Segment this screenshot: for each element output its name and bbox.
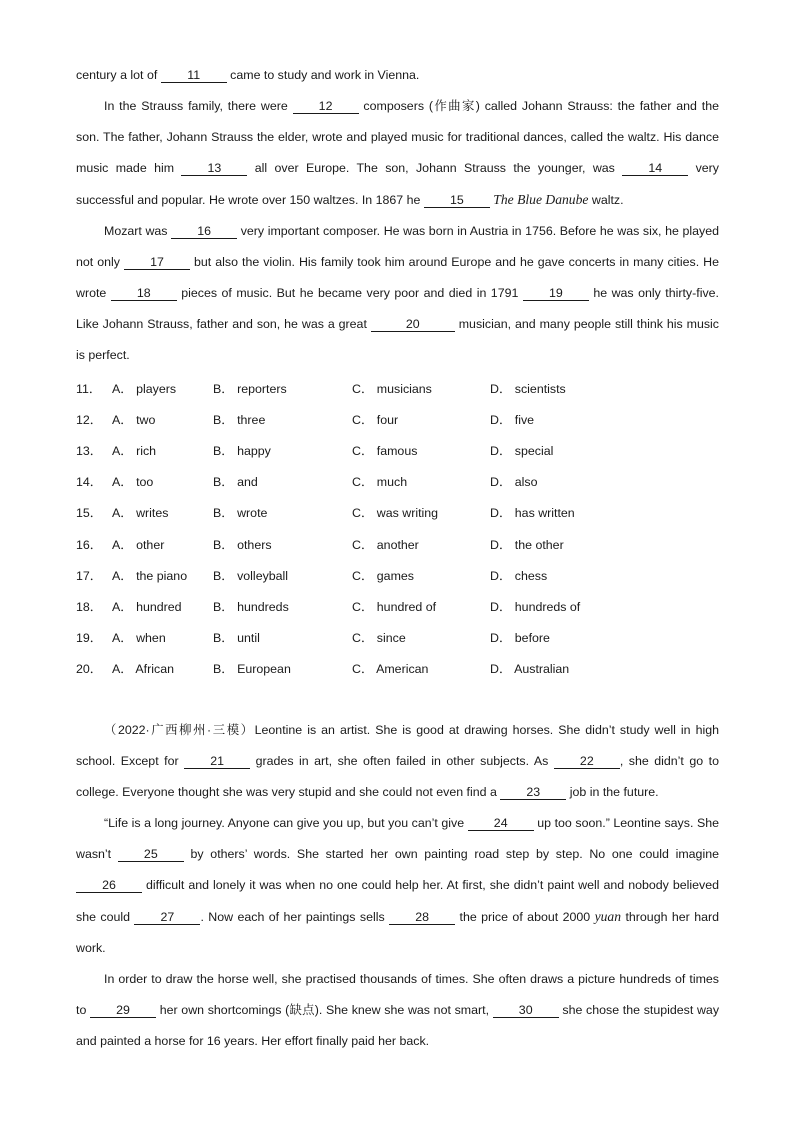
blank-19: 19: [523, 286, 589, 301]
song-title: The Blue Danube: [493, 192, 589, 207]
option-c: C． since: [352, 631, 406, 645]
passage1-paragraph-0: [76, 60, 719, 91]
option-d: D． hundreds of: [490, 600, 581, 614]
text: he was only thirty-five. Like Johann Strauss, father and son, he was a great: [76, 286, 719, 331]
text: （2022·广西柳州·三模）Leontine is an artist. She is good at drawing horses. She didn’t study well in high school. Except for: [76, 723, 719, 768]
text: In order to draw the horse well, she practised thousands of times. She often draws a picture hundreds of times to: [76, 972, 719, 1017]
option-b: B． reporters: [213, 382, 287, 396]
option-a: A． two: [112, 413, 156, 427]
option-b: B． and: [213, 475, 258, 489]
option-c: C． famous: [352, 444, 418, 458]
option-a: A． rich: [112, 444, 157, 458]
blank-29: 29: [90, 1003, 156, 1018]
text: very successful and popular. He wrote over 150 waltzes. In 1867 he: [76, 161, 719, 207]
option-b: B． wrote: [213, 506, 268, 520]
option-b: B． others: [213, 538, 272, 552]
text: “Life is a long journey. Anyone can give you up, but you can’t give: [104, 816, 468, 830]
blank-30: 30: [493, 1003, 559, 1018]
blank-18: 18: [111, 286, 177, 301]
option-c: C． another: [352, 538, 419, 552]
text: In the Strauss family, there were: [104, 99, 293, 113]
text: job in the future.: [566, 785, 659, 799]
option-a: A． players: [112, 382, 177, 396]
text: Mozart was: [104, 224, 172, 238]
question-number: 14．: [76, 475, 103, 489]
blank-12: 12: [293, 99, 359, 114]
question-number: 19．: [76, 631, 103, 645]
option-b: B． until: [213, 631, 260, 645]
option-a: A． African: [112, 662, 174, 676]
option-a: A． writes: [112, 506, 169, 520]
text: she chose the stupidest way and painted a horse for 16 years. Her effort finally paid her back.: [76, 1003, 720, 1048]
question-number: 17．: [76, 569, 103, 583]
text: . Now each of her paintings sells: [200, 910, 390, 924]
passage2-paragraph-3: [76, 964, 719, 1057]
option-d: D． Australian: [490, 662, 570, 676]
option-c: C． hundred of: [352, 600, 437, 614]
blank-28: 28: [389, 910, 455, 925]
text: musician, and many people still think his music is perfect.: [76, 317, 719, 362]
blank-20: 20: [371, 317, 455, 332]
blank-22: 22: [554, 754, 620, 769]
text: century a lot of: [76, 68, 161, 82]
option-c: C． musicians: [352, 382, 432, 396]
question-number: 11．: [76, 382, 102, 396]
option-a: A． when: [112, 631, 166, 645]
option-b: B． hundreds: [213, 600, 289, 614]
option-d: D． before: [490, 631, 550, 645]
blank-25: 25: [118, 847, 184, 862]
option-a: A． hundred: [112, 600, 182, 614]
question-number: 18．: [76, 600, 103, 614]
blank-24: 24: [468, 816, 534, 831]
option-d: D． five: [490, 413, 535, 427]
option-d: D． chess: [490, 569, 548, 583]
option-c: C． games: [352, 569, 414, 583]
text: difficult and lonely it was when no one could help her. At first, she didn’t paint well and nobody believed she could: [76, 878, 719, 924]
option-b: B． volleyball: [213, 569, 289, 583]
question-number: 20．: [76, 662, 103, 676]
option-d: D． scientists: [490, 382, 566, 396]
blank-14: 14: [622, 161, 688, 176]
question-number: 16．: [76, 538, 103, 552]
blank-11: 11: [161, 68, 227, 83]
option-b: B． European: [213, 662, 291, 676]
text: very important composer. He was born in Austria in 1756. Before he was six, he played not only: [76, 224, 719, 269]
passage2-paragraph-2: [76, 808, 719, 964]
text: came to study and work in Vienna.: [226, 68, 420, 82]
text: but also the violin. His family took him around Europe and he gave concerts in many cities. He wrote: [76, 255, 719, 300]
option-d: D． special: [490, 444, 554, 458]
option-c: C． American: [352, 662, 429, 676]
blank-13: 13: [181, 161, 247, 176]
blank-21: 21: [184, 754, 250, 769]
blank-26: 26: [76, 878, 142, 893]
option-c: C． was writing: [352, 506, 439, 520]
text: composers (作曲家) called Johann Strauss: the father and the son. The father, Johann Strauss the elder, wrote and played music for traditional dances, called the waltz. His dance music made him: [76, 99, 719, 175]
option-a: A． too: [112, 475, 154, 489]
text: the price of about 2000: [455, 910, 595, 924]
text: all over Europe. The son, Johann Strauss the younger, was: [247, 161, 623, 175]
text: her own shortcomings (缺点). She knew she was not smart,: [156, 1003, 493, 1017]
text: grades in art, she often failed in other subjects. As: [250, 754, 554, 768]
option-a: A． the piano: [112, 569, 188, 583]
question-number: 15．: [76, 506, 103, 520]
option-c: C． four: [352, 413, 399, 427]
blank-16: 16: [171, 224, 237, 239]
option-c: C． much: [352, 475, 408, 489]
option-a: A． other: [112, 538, 165, 552]
text: by others’ words. She started her own painting road step by step. No one could imagine: [183, 847, 719, 861]
blank-15: 15: [424, 193, 490, 208]
option-d: D． has written: [490, 506, 575, 520]
question-number: 13．: [76, 444, 103, 458]
passage2-paragraph-1: [76, 715, 719, 808]
text: , she didn’t go to college. Everyone thought she was very stupid and she could not even find a: [76, 754, 720, 799]
blank-23: 23: [500, 785, 566, 800]
question-number: 12．: [76, 413, 103, 427]
text: pieces of music. But he became very poor and died in 1791: [176, 286, 523, 300]
blank-27: 27: [134, 910, 200, 925]
text: waltz.: [588, 193, 624, 207]
blank-17: 17: [124, 255, 190, 270]
option-b: B． three: [213, 413, 266, 427]
passage1-paragraph-2: [76, 216, 719, 371]
option-d: D． the other: [490, 538, 564, 552]
option-d: D． also: [490, 475, 538, 489]
text: up too soon.” Leontine says. She wasn’t: [76, 816, 719, 861]
passage1-paragraph-1: [76, 91, 719, 216]
currency-word: yuan: [594, 909, 622, 924]
text: through her hard work.: [76, 910, 720, 955]
option-b: B． happy: [213, 444, 271, 458]
